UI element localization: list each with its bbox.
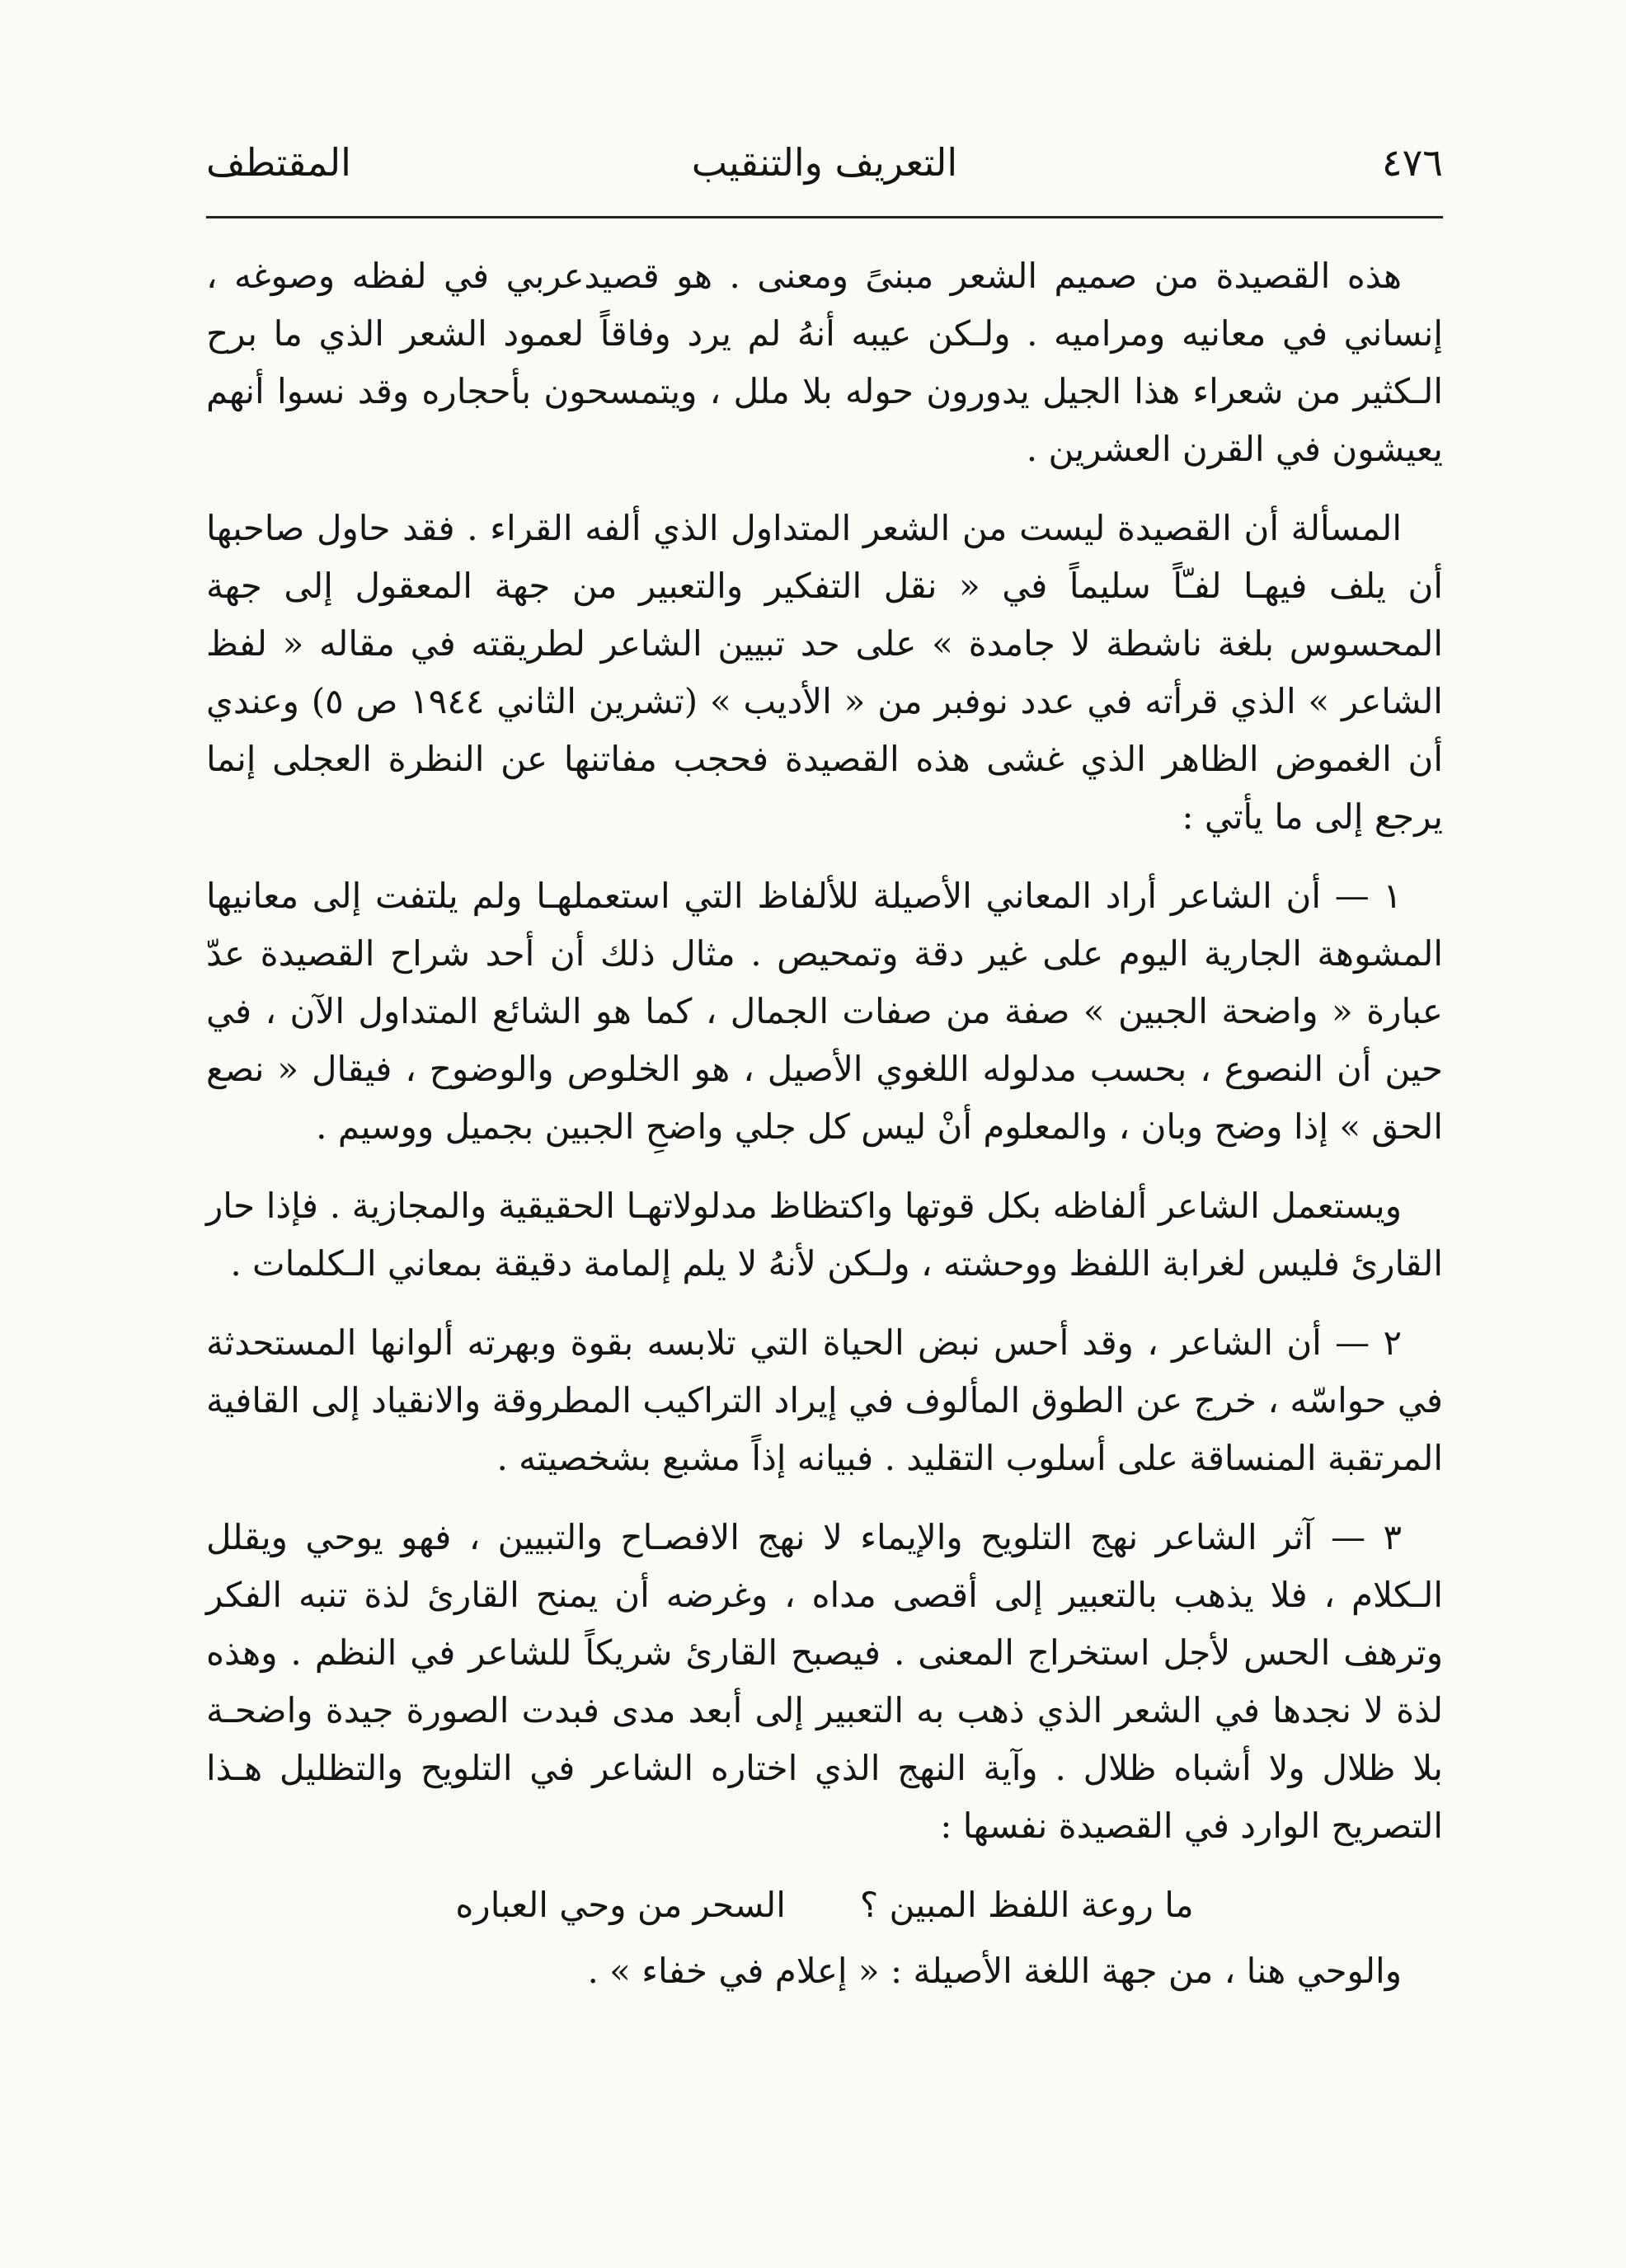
paragraph-issue: المسألة أن القصيدة ليست من الشعر المتداول الذي ألفه القراء . فقد حاول صاحبها أن يلف فيهـا لفـّاً سليماً في « نقل التفكير والتعبير من جهة المعقول إلى جهة المحسوس بلغة ناشطة لا جامدة » على حد تبيين الشاعر لطريقته في مقاله « لفظ الشاعر » الذي قرأته في عدد نوفبر من « الأديب » (تشرين الثاني ١٩٤٤ ص ٥) وعندي أن الغموض الظاهر الذي غشى هذه القصيدة فحجب مفاتنها عن النظرة العجلى إنما يرجع إلى ما يأتي : <box>206 508 1443 837</box>
article-body <box>206 247 1443 2021</box>
page-header <box>206 140 1443 198</box>
journal-name: المقتطف <box>206 140 351 185</box>
verse-hemistich-second: السحر من وحي العباره <box>455 1885 786 1925</box>
paragraph-point-2: ٢ — أن الشاعر ، وقد أحس نبض الحياة التي تلابسه بقوة وبهرته ألوانها المستحدثة في حواسّه ، خرج عن الطوق المألوف في إيراد التراكيب المطروقة والانقياد إلى القافية المرتقبة المنساقة على أسلوب التقليد . فبيانه إذاً مشبع بشخصيته . <box>206 1322 1443 1478</box>
paragraph-intro: هذه القصيدة من صميم الشعر مبنىً ومعنى . هو قصيدعربي في لفظه وصوغه ، إنساني في معانيه ومراميه . ولـكن عيبه أنهُ لم يرد وفاقاً لعمود الشعر الذي ما برح الـكثير من شعراء هذا الجيل يدورون حوله بلا ملل ، ويتمسحون بأحجاره وقد نسوا أنهم يعيشون في القرن العشرين . <box>206 256 1443 469</box>
paragraph-word-usage: ويستعمل الشاعر ألفاظه بكل قوتها واكتظاظ مدلولاتهـا الحقيقية والمجازية . فإذا حار القارئ فليس لغرابة اللفظ ووحشته ، ولـكن لأنهُ لا يلم إلمامة دقيقة بمعاني الـكلمات . <box>206 1186 1443 1284</box>
verse-hemistich-first: ما روعة اللفظ المبين ؟ <box>859 1885 1194 1925</box>
header-divider <box>206 216 1443 218</box>
paragraph-point-1: ١ — أن الشاعر أراد المعاني الأصيلة للألفاظ التي استعملهـا ولم يلتفت إلى معانيها المشوهة الجارية اليوم على غير دقة وتمحيص . مثال ذلك أن أحد شراح القصيدة عدّ عبارة « واضحة الجبين » صفة من صفات الجمال ، كما هو الشائع المتداول الآن ، في حين أن النصوع ، بحسب مدلوله اللغوي الأصيل ، هو الخلوص والوضوح ، فيقال « نصع الحق » إذا وضح وبان ، والمعلوم أنْ ليس كل جلي واضحِ الجبين بجميل ووسيم . <box>206 876 1443 1147</box>
verse-line <box>206 1876 1443 1934</box>
closing-line: والوحي هنا ، من جهة اللغة الأصيلة : « إعلام في خفاء » . <box>587 1951 1402 1991</box>
page-number: ٤٧٦ <box>1381 140 1443 185</box>
paragraph-point-3: ٣ — آثر الشاعر نهج التلويح والإيماء لا نهج الافصـاح والتبيين ، فهو يوحي ويقلل الـكلام ، فلا يذهب بالتعبير إلى أقصى مداه ، وغرضه أن يمنح القارئ لذة تنبه الفكر وترهف الحس لأجل استخراج المعنى . فيصبح القارئ شريكاً للشاعر في النظم . وهذه لذة لا نجدها في الشعر الذي ذهب به التعبير إلى أبعد مدى فبدت الصورة جيدة واضحـة بلا ظلال ولا أشباه ظلال . وآية النهج الذي اختاره الشاعر في التلويح والتظليل هـذا التصريح الوارد في القصيدة نفسها : <box>206 1517 1443 1846</box>
section-title: التعريف والتنقيب <box>691 140 958 185</box>
